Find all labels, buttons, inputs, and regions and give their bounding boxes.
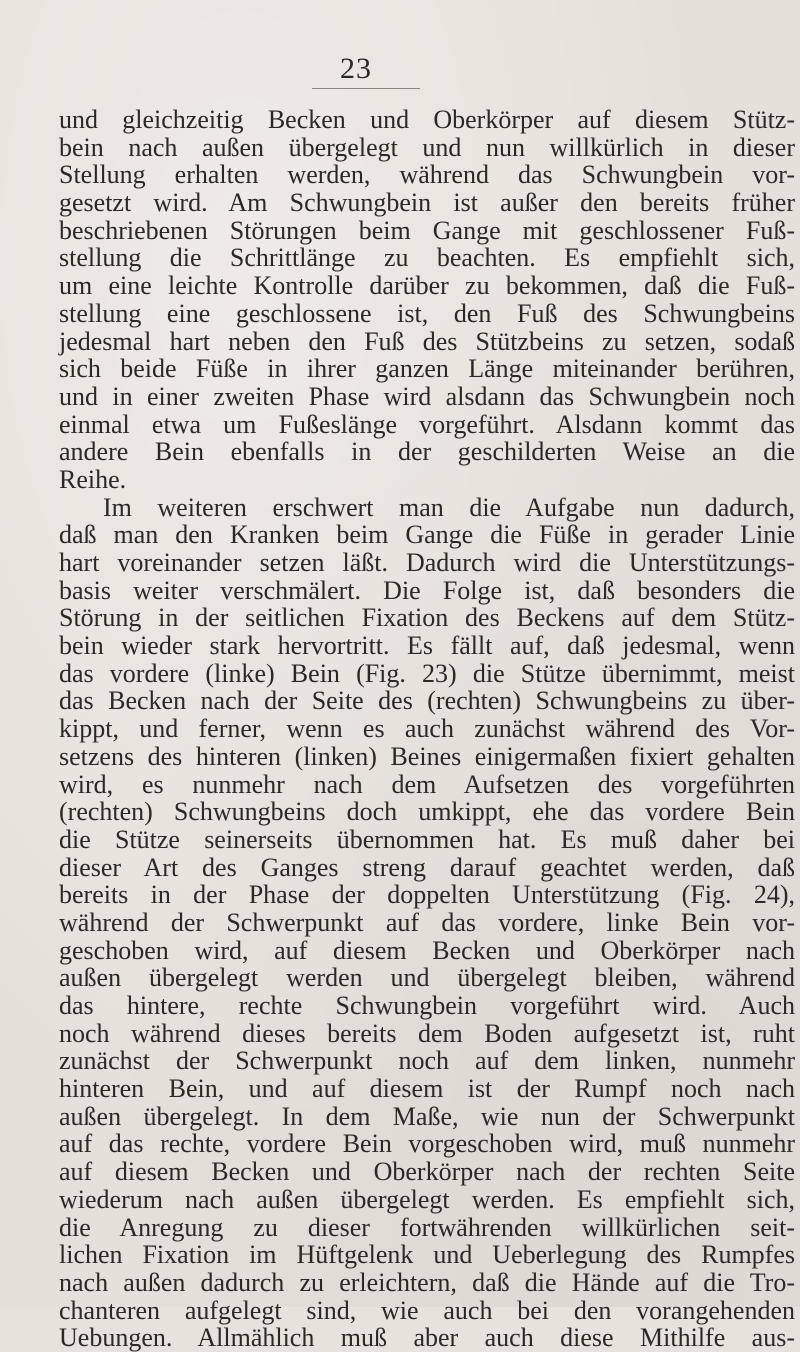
text-line: zunächst der Schwerpunkt noch auf dem linken, nunmehr bbox=[59, 1046, 795, 1076]
text-line: (rechten) Schwungbeins doch umkippt, ehe das vordere Bein bbox=[59, 797, 795, 827]
text-line: andere Bein ebenfalls in der geschilderten Weise an die bbox=[59, 437, 795, 467]
text-line: beschriebenen Störungen beim Gange mit geschlossener Fuß- bbox=[59, 215, 795, 245]
text-line: und in einer zweiten Phase wird alsdann das Schwungbein noch bbox=[59, 381, 795, 411]
text-line: wiederum nach außen übergelegt werden. Es empfiehlt sich, bbox=[59, 1184, 795, 1214]
text-line: Stellung erhalten werden, während das Schwungbein vor- bbox=[59, 160, 795, 190]
text-line: außen übergelegt werden und übergelegt bleiben, während bbox=[59, 963, 795, 993]
text-line: auf das rechte, vordere Bein vorgeschoben wird, muß nunmehr bbox=[59, 1129, 795, 1159]
text-line: Reihe. bbox=[59, 464, 127, 494]
text-line: um eine leichte Kontrolle darüber zu bekommen, daß die Fuß- bbox=[59, 271, 795, 301]
text-line: Störung in der seitlichen Fixation des Beckens auf dem Stütz- bbox=[59, 603, 795, 633]
text-line: setzens des hinteren (linken) Beines einigermaßen fixiert gehalten bbox=[59, 741, 795, 771]
text-line: bereits in der Phase der doppelten Unterstützung (Fig. 24), bbox=[59, 880, 795, 910]
text-line: geschoben wird, auf diesem Becken und Oberkörper nach bbox=[59, 935, 795, 965]
text-line: auf diesem Becken und Oberkörper nach der rechten Seite bbox=[59, 1157, 795, 1187]
text-line: chanteren aufgelegt sind, wie auch bei den vorangehenden bbox=[59, 1295, 795, 1325]
text-line: lichen Fixation im Hüftgelenk und Ueberlegung des Rumpfes bbox=[59, 1240, 795, 1270]
body-text bbox=[59, 106, 795, 1352]
text-line: das hintere, rechte Schwungbein vorgeführt wird. Auch bbox=[59, 991, 795, 1020]
text-line: basis weiter verschmälert. Die Folge ist, daß besonders die bbox=[59, 575, 795, 605]
text-line: noch während dieses bereits dem Boden aufgesetzt ist, ruht bbox=[59, 1018, 795, 1048]
text-line: hart voreinander setzen läßt. Dadurch wird die Unterstützungs- bbox=[59, 548, 795, 577]
text-line: dieser Art des Ganges streng darauf geachtet werden, daß bbox=[59, 852, 795, 882]
text-line: Im weiteren erschwert man die Aufgabe nun dadurch, bbox=[103, 492, 795, 522]
text-line: bein nach außen übergelegt und nun willkürlich in dieser bbox=[59, 132, 795, 162]
text-line: einmal etwa um Fußeslänge vorgeführt. Alsdann kommt das bbox=[59, 409, 795, 439]
text-line: gesetzt wird. Am Schwungbein ist außer den bereits früher bbox=[59, 188, 795, 218]
text-line: das vordere (linke) Bein (Fig. 23) die Stütze übernimmt, meist bbox=[59, 658, 795, 688]
text-line: sich beide Füße in ihrer ganzen Länge miteinander berühren, bbox=[59, 354, 795, 384]
text-line: Uebungen. Allmählich muß aber auch diese Mithilfe aus- bbox=[59, 1323, 795, 1352]
text-line: wird, es nunmehr nach dem Aufsetzen des vorgeführten bbox=[59, 769, 795, 799]
text-line: außen übergelegt. In dem Maße, wie nun der Schwerpunkt bbox=[59, 1101, 795, 1131]
page-number: 23 bbox=[340, 52, 372, 85]
text-line: während der Schwerpunkt auf das vordere, linke Bein vor- bbox=[59, 907, 795, 937]
text-line: die Stütze seinerseits übernommen hat. Es muß daher bei bbox=[59, 824, 795, 854]
text-line: das Becken nach der Seite des (rechten) Schwungbeins zu über- bbox=[59, 686, 795, 716]
text-line: die Anregung zu dieser fortwährenden willkürlichen seit- bbox=[59, 1212, 795, 1242]
text-line: kippt, und ferner, wenn es auch zunächst während des Vor- bbox=[59, 714, 795, 744]
text-line: stellung die Schrittlänge zu beachten. Es empfiehlt sich, bbox=[59, 243, 795, 273]
text-line: stellung eine geschlossene ist, den Fuß des Schwungbeins bbox=[59, 298, 795, 328]
text-line: hinteren Bein, und auf diesem ist der Rumpf noch nach bbox=[59, 1074, 795, 1104]
text-line: jedesmal hart neben den Fuß des Stützbeins zu setzen, sodaß bbox=[59, 326, 795, 356]
text-line: daß man den Kranken beim Gange die Füße in gerader Linie bbox=[59, 520, 795, 550]
text-line: nach außen dadurch zu erleichtern, daß die Hände auf die Tro- bbox=[59, 1267, 795, 1297]
header-rule bbox=[312, 88, 420, 89]
text-line: bein wieder stark hervortritt. Es fällt auf, daß jedesmal, wenn bbox=[59, 631, 795, 661]
text-line: und gleichzeitig Becken und Oberkörper auf diesem Stütz- bbox=[59, 105, 795, 134]
